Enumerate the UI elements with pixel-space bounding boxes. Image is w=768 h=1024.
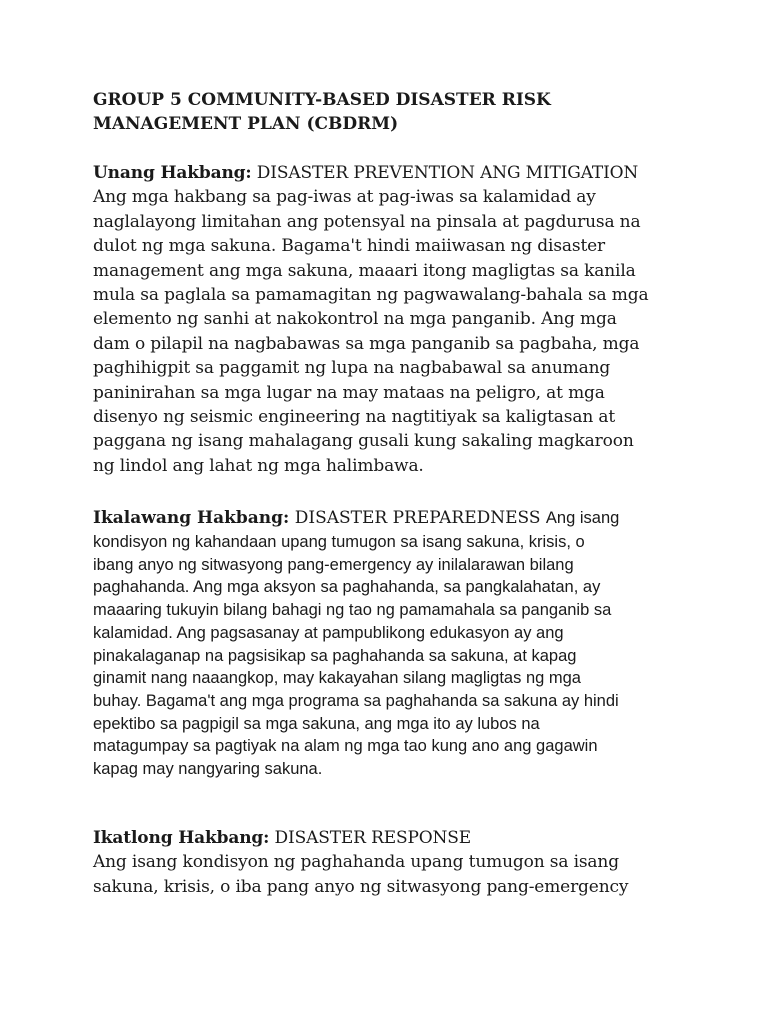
title-line: GROUP 5 COMMUNITY-BASED DISASTER RISK <box>93 90 551 110</box>
paragraph-line: elemento ng sanhi at nakokontrol na mga panganib. Ang mga <box>93 309 617 330</box>
step-3-heading-line <box>93 826 693 850</box>
step-1-heading-line <box>93 161 693 185</box>
step-1-heading: DISASTER PREVENTION ANG MITIGATION <box>251 163 639 183</box>
step-2-heading-line <box>93 506 693 531</box>
title-line: MANAGEMENT PLAN (CBDRM) <box>93 114 399 134</box>
paragraph-line: dulot ng mga sakuna. Bagama't hindi maiiwasan ng disaster <box>93 236 606 257</box>
paragraph-line: ginamit nang naaangkop, may kakayahan silang magligtas ng mga <box>93 669 581 688</box>
step-1-section <box>93 161 693 478</box>
paragraph-line: kapag may nangyaring sakuna. <box>93 760 323 779</box>
step-2-paragraph <box>93 531 693 781</box>
paragraph-line: Ang isang kondisyon ng paghahanda upang tumugon sa isang <box>93 852 619 873</box>
paragraph-line: Ang mga hakbang sa pag-iwas at pag-iwas sa kalamidad ay <box>93 187 596 208</box>
paragraph-line: mula sa paglala sa pamamagitan ng pagwawalang-bahala sa mga <box>93 285 649 306</box>
paragraph-line: paghihigpit sa paggamit ng lupa na nagbabawal sa anumang <box>93 358 611 379</box>
step-2-first-line-tail: Ang isang <box>545 509 620 527</box>
paragraph-line: epektibo sa pagpigil sa mga sakuna, ang mga ito ay lubos na <box>93 714 540 733</box>
paragraph-line: ng lindol ang lahat ng mga halimbawa. <box>93 455 424 476</box>
paragraph-line: paninirahan sa mga lugar na may mataas na peligro, at mga <box>93 382 605 403</box>
step-2-section <box>93 506 693 781</box>
paragraph-line: maaaring tukuyin bilang bahagi ng tao ng pamamahala sa panganib sa <box>93 601 612 620</box>
paragraph-line: kondisyon ng kahandaan upang tumugon sa isang sakuna, krisis, o <box>93 533 585 551</box>
step-1-label: Unang Hakbang: <box>93 163 252 183</box>
step-2-label: Ikalawang Hakbang: <box>93 508 290 528</box>
document-title <box>93 88 693 136</box>
paragraph-line: buhay. Bagama't ang mga programa sa paghahanda sa sakuna ay hindi <box>93 691 619 710</box>
paragraph-line: matagumpay sa pagtiyak na alam ng mga tao kung ano ang gagawin <box>93 737 598 756</box>
paragraph-line: paggana ng isang mahalagang gusali kung sakaling magkaroon <box>93 431 634 452</box>
paragraph-line: ibang anyo ng sitwasyong pang-emergency ay inilalarawan bilang <box>93 555 574 574</box>
paragraph-line: disenyo ng seismic engineering na nagtitiyak sa kaligtasan at <box>93 407 616 428</box>
paragraph-line: management ang mga sakuna, maaari itong magligtas sa kanila <box>93 260 636 281</box>
paragraph-line: sakuna, krisis, o iba pang anyo ng sitwasyong pang-emergency <box>93 876 629 897</box>
paragraph-line: pinakalaganap na pagsisikap sa paghahanda sa sakuna, at kapag <box>93 646 577 665</box>
step-2-heading: DISASTER PREPAREDNESS <box>289 508 546 528</box>
step-3-heading: DISASTER RESPONSE <box>269 828 472 848</box>
paragraph-line: paghahanda. Ang mga aksyon sa paghahanda, sa pangkalahatan, ay <box>93 578 601 597</box>
paragraph-line: dam o pilapil na nagbabawas sa mga panganib sa pagbaha, mga <box>93 333 640 354</box>
step-3-label: Ikatlong Hakbang: <box>93 828 270 848</box>
paragraph-line: kalamidad. Ang pagsasanay at pampublikong edukasyon ay ang <box>93 623 564 642</box>
step-3-section <box>93 826 693 899</box>
paragraph-line: naglalayong limitahan ang potensyal na pinsala at pagdurusa na <box>93 211 641 232</box>
